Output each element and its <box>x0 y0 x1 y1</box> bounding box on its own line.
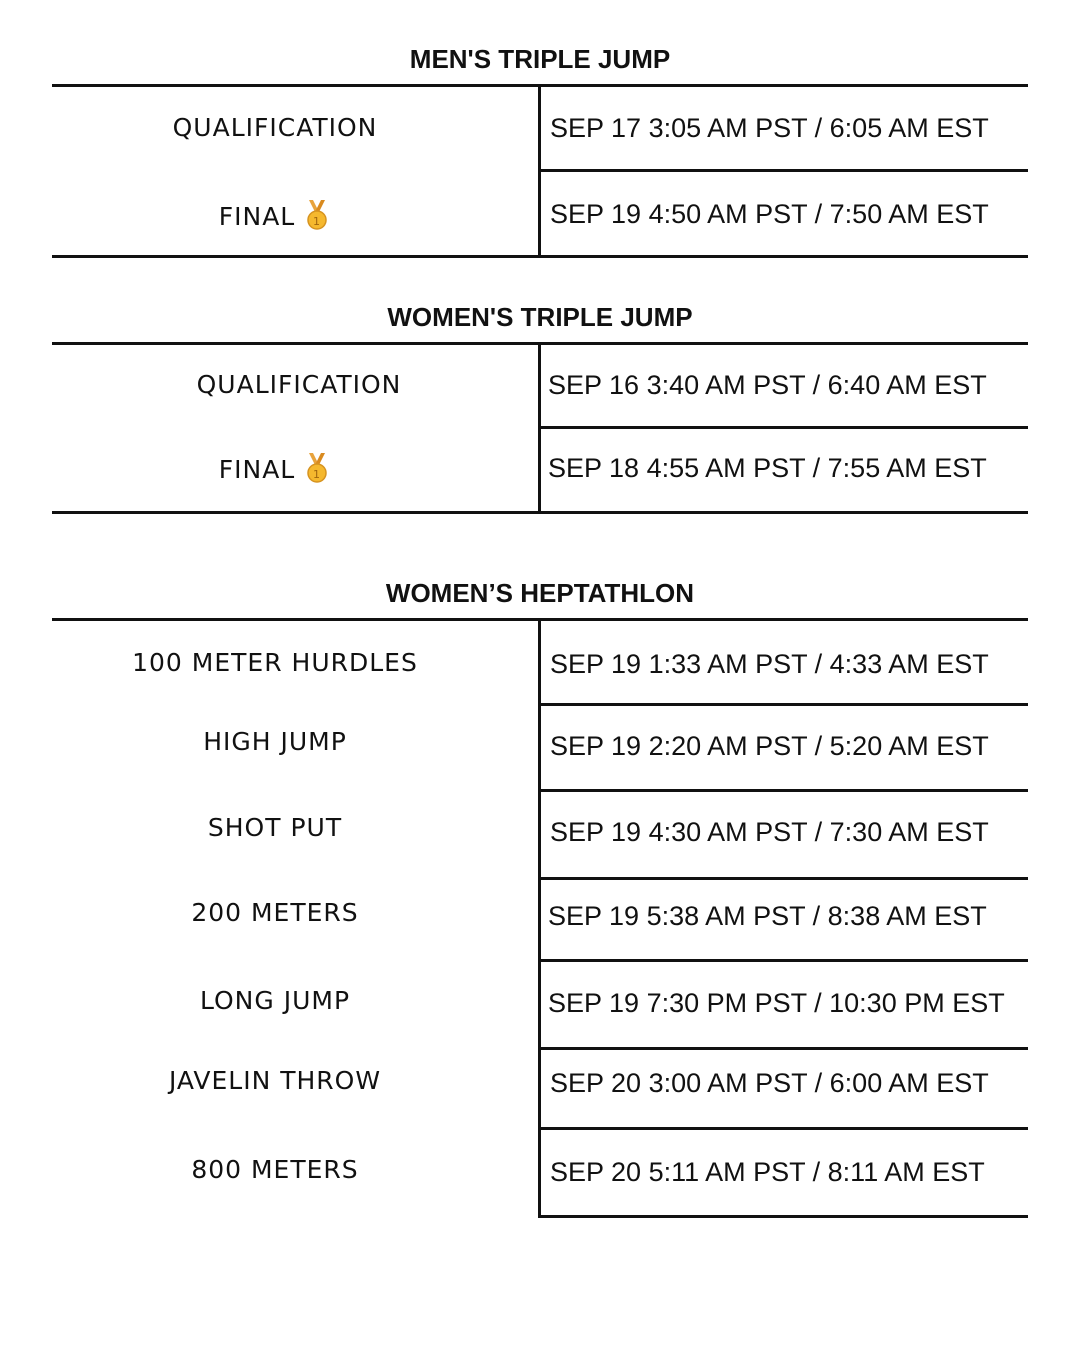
table-row <box>52 172 1028 256</box>
table-row <box>52 344 1028 426</box>
section-title: MEN'S TRIPLE JUMP <box>409 44 671 74</box>
event-name: HIGH JUMP <box>203 727 347 756</box>
table-row <box>52 706 1028 790</box>
table-row <box>52 429 1028 511</box>
section-title: WOMEN’S HEPTATHLON <box>385 578 695 608</box>
event-name: FINAL <box>218 455 296 484</box>
event-time: SEP 19 1:33 AM PST / 4:33 AM EST <box>550 649 989 679</box>
event-name: 200 METERS <box>191 898 359 927</box>
table-row <box>52 620 1028 704</box>
table-row <box>52 962 1028 1048</box>
row-divider <box>540 1215 1028 1218</box>
table-row <box>52 792 1028 878</box>
first-place-medal-icon <box>303 200 331 236</box>
bottom-rule <box>52 511 1028 514</box>
first-place-medal-icon <box>303 453 331 489</box>
event-time: SEP 19 4:50 AM PST / 7:50 AM EST <box>550 199 989 229</box>
svg-text:1: 1 <box>313 468 322 481</box>
event-cell <box>52 200 498 236</box>
event-time: SEP 19 4:30 AM PST / 7:30 AM EST <box>550 817 989 847</box>
section-womens-triple-jump <box>52 300 1028 520</box>
event-time: SEP 18 4:55 AM PST / 7:55 AM EST <box>548 453 987 483</box>
event-time: SEP 20 5:11 AM PST / 8:11 AM EST <box>550 1157 985 1187</box>
event-name: JAVELIN THROW <box>168 1066 382 1095</box>
event-name: QUALIFICATION <box>172 113 378 142</box>
event-name: LONG JUMP <box>199 986 351 1015</box>
event-name: 800 METERS <box>191 1155 359 1184</box>
event-time: SEP 19 5:38 AM PST / 8:38 AM EST <box>548 901 987 931</box>
bottom-rule <box>52 255 1028 258</box>
table-row <box>52 1050 1028 1128</box>
event-name: SHOT PUT <box>207 813 343 842</box>
section-title: WOMEN'S TRIPLE JUMP <box>387 302 693 332</box>
section-mens-triple-jump <box>52 42 1028 262</box>
event-name: FINAL <box>218 202 296 231</box>
table-row <box>52 86 1028 170</box>
event-cell <box>52 453 498 489</box>
table-row <box>52 1130 1028 1216</box>
event-name: QUALIFICATION <box>196 370 402 399</box>
event-time: SEP 16 3:40 AM PST / 6:40 AM EST <box>548 370 987 400</box>
event-time: SEP 20 3:00 AM PST / 6:00 AM EST <box>550 1068 989 1098</box>
event-time: SEP 19 2:20 AM PST / 5:20 AM EST <box>550 731 989 761</box>
table-row <box>52 880 1028 960</box>
event-name: 100 METER HURDLES <box>132 648 418 677</box>
svg-text:1: 1 <box>313 215 322 228</box>
event-time: SEP 17 3:05 AM PST / 6:05 AM EST <box>550 113 989 143</box>
event-time: SEP 19 7:30 PM PST / 10:30 PM EST <box>548 988 1005 1018</box>
section-womens-heptathlon <box>52 576 1028 1226</box>
